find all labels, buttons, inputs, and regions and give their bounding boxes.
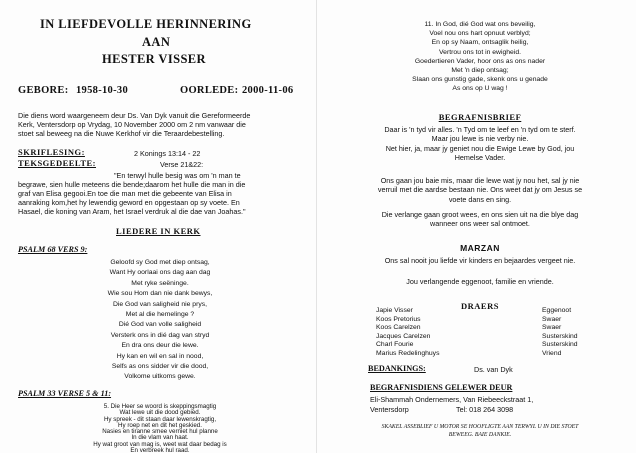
- verse-line: As ons op U wag !: [452, 85, 508, 93]
- verse-line: Dié God van volle saligheid: [118, 321, 202, 329]
- title-line-1: IN LIEFDEVOLLE HERINNERING: [40, 17, 252, 31]
- brief-line: Hemelse Vader.: [454, 153, 506, 163]
- scripture-line: aanraking kom,het hy lewendig geword en opgestaan op sy voete. En: [18, 198, 240, 207]
- draer-name: Jacques Carelzen: [376, 332, 431, 340]
- scripture-line: Hasael, die koning van Aram, het Israel verdruk al die dae van Joahas.": [18, 207, 246, 216]
- draer-name: Koos Pretorius: [376, 315, 421, 323]
- bedankings-label: BEDANKINGS:: [368, 364, 426, 373]
- verse-line: Hy roep net en dit het geskied.: [118, 421, 202, 429]
- draer-name: Japie Visser: [376, 307, 413, 314]
- verse-line: Geloofd sy God met diep ontsag,: [110, 259, 210, 266]
- footer-line: SKAKEL ASSEBLIEF U MOTOR SE HOOFLIGTE AAN TERWYL U IN DIE STOET: [381, 424, 579, 430]
- draer-name: Charl Fourie: [376, 341, 414, 349]
- brief-line: Maar jou lewe is nie verby nie.: [431, 134, 529, 144]
- verse-line: Goedertieren Vader, hoor ons as ons nader: [414, 57, 546, 65]
- verse-line: Slaan ons gunstig gade, skenk ons u genade: [412, 76, 548, 84]
- begrafnisbrief-heading: BEGRAFNISBRIEF: [438, 112, 522, 122]
- psalm2-label: PSALM 33 VERSE 5 & 11:: [18, 389, 112, 398]
- draers-relations: [542, 307, 578, 359]
- brief-line: wanneer ons weer sal ontmoet.: [430, 219, 530, 229]
- verse-line: Met al die hemelinge ?: [125, 311, 195, 319]
- undertaker-address: Eli-Shammah Ondernemers, Van Riebeeckstraat 1,: [370, 395, 534, 404]
- scripture-line: "En terwyl hulle besig was om 'n man te: [114, 171, 241, 180]
- draer-relation: Susterskind: [542, 341, 578, 349]
- psalm1-label: PSALM 68 VERS 9:: [18, 245, 88, 254]
- verse-line: Wie sou Hom dan nie dank bewys,: [107, 290, 213, 298]
- verse-line: Versterk ons in dié dag van stryd: [110, 331, 210, 339]
- footer-line: BEWEEG. BAIE DANKIE.: [448, 431, 512, 438]
- draer-relation: Vriend: [542, 349, 562, 357]
- service-line: Kerk, Ventersdorp op Vrydag, 10 November 2000 om 2 nm vanwaar die: [18, 120, 246, 129]
- verse-line: Selfs as ons sidder vir die dood,: [111, 363, 209, 371]
- psalm2-continued: [334, 20, 626, 94]
- service-line: stoet sal beweeg na die Nuwe Kerkhof vir die Teraardebestelling.: [18, 129, 225, 138]
- verse-line: Met 'n diep ontsag;: [451, 67, 509, 75]
- marzan-heading-wrap: [334, 238, 626, 256]
- eggenoot-line: Jou verlangende eggenoot, familie en vriende.: [406, 277, 554, 286]
- gebore-label: GEBORE:: [18, 85, 69, 96]
- begrafnisbrief-heading-wrap: [334, 107, 626, 125]
- verse-line: Want Hy oorlaai ons dag aan dag: [109, 269, 211, 277]
- service-line: Die diens word waargeneem deur Ds. Van Dyk vanuit die Gereformeerde: [18, 111, 251, 120]
- fold-line: [316, 0, 317, 453]
- psalm2-verse: [10, 404, 310, 454]
- oorlede-label: OORLEDE:: [180, 85, 239, 96]
- verse-line: Voel nou ons hart opnuut verblyd;: [429, 30, 531, 38]
- draers-heading: DRAERS: [461, 301, 499, 311]
- liedere-heading: LIEDERE IN KERK: [116, 226, 201, 236]
- brief-line: voete dans en sing.: [448, 194, 512, 204]
- verse-line: Volkome uitkoms gewe.: [124, 373, 196, 381]
- verse-line: Met ryke seëninge.: [131, 279, 189, 287]
- verse-line: En dra ons deur die lewe.: [121, 342, 199, 350]
- oorlede-date: 2000-11-06: [242, 85, 294, 96]
- skriflesing-label: SKRIFLESING:: [18, 147, 85, 157]
- undertaker-heading: BEGRAFNISDIENS GELEWER DEUR: [370, 383, 513, 392]
- verse-line: En op sy Naam, ontsaglik heilig,: [431, 39, 529, 47]
- brief-paragraph-3: [334, 210, 626, 229]
- brief-paragraph-1: [334, 125, 626, 163]
- draer-name: Koos Carelzen: [376, 324, 421, 332]
- verse-line: Hy spreek - dit staan daar lewenskragtig,: [103, 415, 217, 423]
- verse-line: In die vlam van haat.: [131, 434, 189, 442]
- scripture-line: graf van Elisa gegooi.En toe die man met die gebeente van Elisa in: [18, 189, 232, 198]
- brief-paragraph-2: [334, 176, 626, 204]
- draer-name: Marius Redelinghuys: [376, 349, 440, 357]
- verse-line: En verbreek hul raad.: [130, 447, 190, 454]
- verse-line: 5. Die Heer se woord is skeppingsmagtig: [103, 403, 217, 410]
- draer-relation: Susterskind: [542, 332, 578, 340]
- verse-line: 11. In God, dié God wat ons beveilig,: [424, 21, 536, 28]
- marzan-heading: MARZAN: [460, 243, 500, 253]
- psalm1-verse: [10, 258, 310, 383]
- draer-relation: Swaer: [542, 324, 562, 332]
- verse-line: Hy wat groot van mag is, weet wat daar bedag is: [93, 440, 227, 448]
- brief-line: Die verlange gaan groot wees, en ons sien uit na die blye dag: [381, 210, 579, 219]
- footer-note: [334, 424, 626, 439]
- verse-line: Vertrou ons tot in ewigheid.: [439, 48, 521, 56]
- brief-line: Daar is 'n tyd vir alles. 'n Tyd om te leef en 'n tyd om te sterf.: [384, 125, 576, 134]
- teksgedeelte-label: TEKSGEDEELTE:: [18, 158, 96, 168]
- brief-line: Net hier, ja, maar jy geniet nou die Ewige Lewe by God, jou: [385, 143, 575, 153]
- verse-line: Wat lewe uit die dood gebied.: [119, 409, 201, 417]
- title-line-3: HESTER VISSER: [102, 52, 206, 66]
- brief-line: Ons gaan jou baie mis, maar die lewe wat jy nou het, sal jy nie: [380, 176, 580, 185]
- title-line-2: AAN: [142, 35, 171, 49]
- teksgedeelte-ref: Verse 21&22:: [160, 160, 204, 169]
- verse-line: Hy kan en wil en sal in nood,: [116, 352, 204, 360]
- gebore-date: 1958-10-30: [76, 85, 128, 96]
- skriflesing-ref: 2 Konings 13:14 - 22: [134, 149, 201, 158]
- undertaker-town: Ventersdorp: [370, 405, 409, 414]
- verse-line: Nasies en tiranne smee verniet hul planne: [102, 428, 218, 436]
- draer-relation: Swaer: [542, 315, 562, 323]
- bedankings-value: Ds. van Dyk: [474, 365, 513, 374]
- undertaker-phone: Tel: 018 264 3098: [456, 405, 514, 414]
- marzan-line: Ons sal nooit jou liefde vir kinders en bejaardes vergeet nie.: [384, 256, 576, 265]
- draer-relation: Eggenoot: [542, 307, 572, 314]
- scripture-line: begrawe, sien hulle meteens die bende;daarom het hulle die man in die: [18, 180, 246, 189]
- verse-line: Die God van saligheid nie prys,: [112, 300, 208, 308]
- brief-line: verruil met die aardse bestaan nie. Ons weet dat jy om Jesus se: [377, 185, 583, 195]
- draers-names: [376, 307, 439, 359]
